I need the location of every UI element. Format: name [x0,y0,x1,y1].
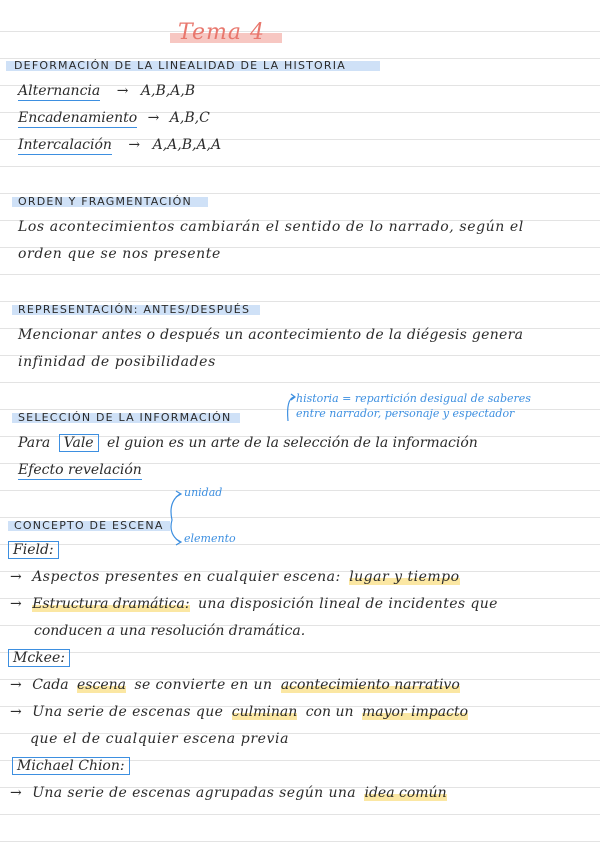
section-heading-linealidad: DEFORMACIÓN DE LA LINEALIDAD DE LA HISTORIA [14,59,346,72]
body-text-fragment: Una serie de escenas agrupadas según una [32,785,357,801]
branch-note: unidad [184,486,223,499]
body-text-fragment: se convierte en un [134,677,273,693]
body-text-fragment: Para [18,435,51,451]
body-text-fragment: Aspectos presentes en cualquier escena: [32,569,341,585]
bullet-item [10,596,498,612]
body-text [18,462,142,478]
bullet-item [10,704,468,720]
body-text: orden que se nos presente [18,246,221,262]
underlined-term: Efecto revelación [18,462,142,478]
arrow-icon: → [147,110,160,126]
section-heading-representacion: REPRESENTACIÓN: ANTES/DESPUÉS [18,303,251,316]
section-heading-escena: CONCEPTO DE ESCENA [14,519,164,532]
bullet-item [10,569,460,585]
author-box: Vale [59,434,99,452]
body-text: que el de cualquier escena previa [30,731,290,747]
term-encadenamiento: Encadenamiento [18,110,138,126]
arrow-icon: → [116,83,129,99]
body-text-fragment: con un [305,704,354,720]
highlighted-text: idea común [364,785,447,801]
arrow-icon: → [10,569,22,585]
arrow-icon: → [10,677,22,693]
highlighted-text: lugar y tiempo [349,569,460,585]
body-text: Mencionar antes o después un acontecimiento de la diégesis genera [18,327,524,343]
bullet-item [10,785,447,801]
note-bracket-icon [282,393,296,423]
arrow-icon: → [10,596,22,612]
section-heading-seleccion: SELECCIÓN DE LA INFORMACIÓN [18,411,232,424]
body-text-fragment: Cada [32,677,69,693]
highlighted-text: Estructura dramática: [32,596,190,612]
body-text-fragment: el guion es un arte de la selección de la información [107,435,478,451]
branch-note: elemento [184,532,236,545]
arrow-icon: → [128,137,141,153]
body-text: infinidad de posibilidades [18,354,216,370]
author-label-chion: Michael Chion: [12,757,130,775]
page-title: Tema 4 [178,20,265,45]
highlighted-text: mayor impacto [361,704,469,720]
highlighted-text: culminan [231,704,298,720]
body-text: Los acontecimientos cambiarán el sentido de lo narrado, según el [18,219,524,235]
body-text-fragment: Una serie de escenas que [32,704,224,720]
highlighted-text: escena [77,677,126,693]
sequence-value: A,B,A,B [140,83,196,99]
arrow-icon: → [10,704,22,720]
side-note: historia = repartición desigual de saberes [296,392,531,405]
list-item-alternancia [18,83,195,99]
arrow-icon: → [10,785,22,801]
term-intercalacion: Intercalación [18,137,112,153]
section-heading-orden: ORDEN Y FRAGMENTACIÓN [18,195,192,208]
sequence-value: A,B,C [169,110,210,126]
side-note: entre narrador, personaje y espectador [296,407,515,420]
body-text: conducen a una resolución dramática. [34,623,306,639]
sequence-value: A,A,B,A,A [152,137,222,153]
bullet-item [10,677,460,693]
author-label-mckee: Mckee: [8,649,70,667]
list-item-intercalacion [18,137,221,153]
author-label-field: Field: [8,541,59,559]
body-text [18,435,478,451]
term-alternancia: Alternancia [18,83,101,99]
highlighted-text: acontecimiento narrativo [280,677,460,693]
list-item-encadenamiento [18,110,210,126]
body-text-fragment: una disposición lineal de incidentes que [197,596,498,612]
